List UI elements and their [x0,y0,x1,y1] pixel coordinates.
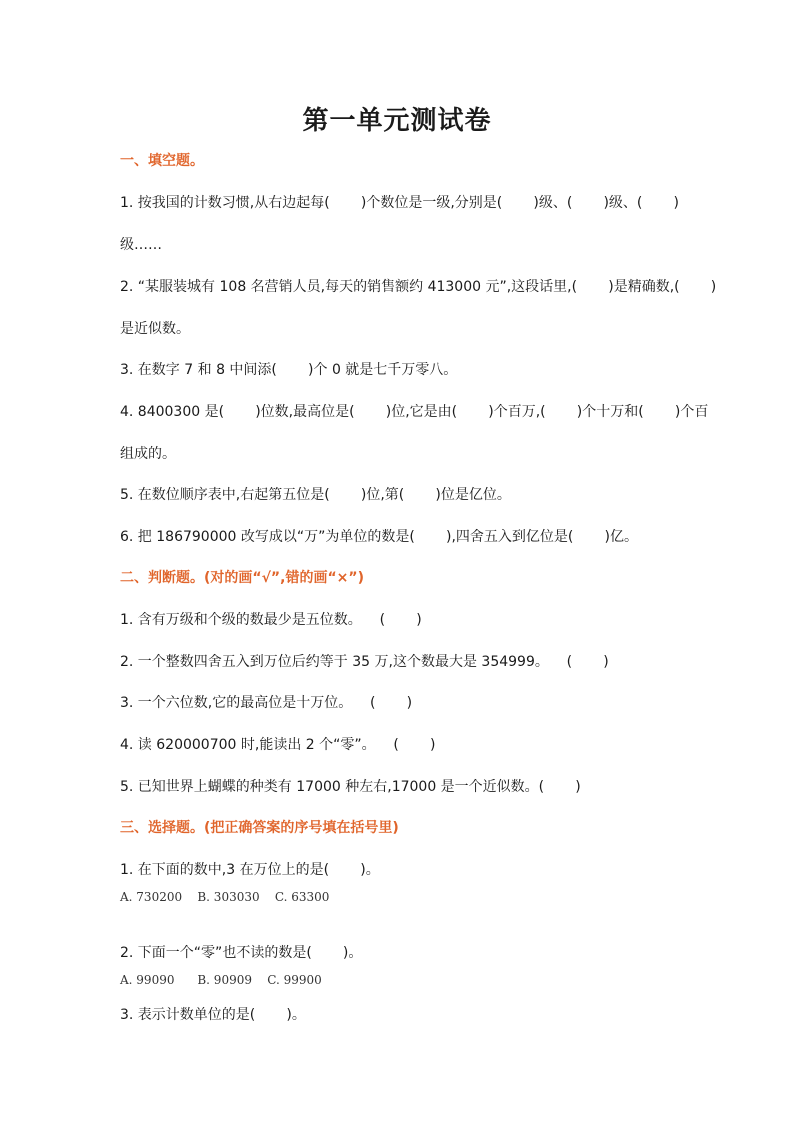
question-line: 5. 在数位顺序表中,右起第五位是( )位,第( )位是亿位。 [120,487,511,503]
section-heading-fill-blank: 一、填空题。 [120,153,204,169]
question-line: 2. 一个整数四舍五入到万位后约等于 35 万,这个数最大是 354999。 ( ) [120,654,609,670]
question-line: 6. 把 186790000 改写成以“万”为单位的数是( ),四舍五入到亿位是( )亿。 [120,529,638,545]
section-heading-multiple-choice: 三、选择题。(把正确答案的序号填在括号里) [120,820,399,836]
answer-options: A. 730200 B. 303030 C. 63300 [120,890,330,904]
question-line: 3. 一个六位数,它的最高位是十万位。 ( ) [120,695,413,711]
section-heading-true-false: 二、判断题。(对的画“√”,错的画“×”) [120,570,364,586]
question-line: 1. 按我国的计数习惯,从右边起每( )个数位是一级,分别是( )级、( )级、( ) [120,195,680,211]
question-line: 级…… [120,237,162,253]
question-line: 是近似数。 [120,321,190,337]
question-line: 组成的。 [120,446,176,462]
question-line: 2. 下面一个“零”也不读的数是( )。 [120,945,363,961]
page-title: 第一单元测试卷 [302,106,492,136]
question-line: 2. “某服装城有 108 名营销人员,每天的销售额约 413000 元”,这段话里,( )是精确数,( ) [120,279,717,295]
question-line: 5. 已知世界上蝴蝶的种类有 17000 种左右,17000 是一个近似数。( ) [120,779,581,795]
question-line: 1. 在下面的数中,3 在万位上的是( )。 [120,862,380,878]
question-line: 3. 在数字 7 和 8 中间添( )个 0 就是七千万零八。 [120,362,458,378]
question-line: 4. 8400300 是( )位数,最高位是( )位,它是由( )个百万,( )个十万和( )个百 [120,404,709,420]
question-line: 4. 读 620000700 时,能读出 2 个“零”。 ( ) [120,737,436,753]
answer-options: A. 99090 B. 90909 C. 99900 [120,973,322,987]
question-line: 1. 含有万级和个级的数最少是五位数。 ( ) [120,612,422,628]
question-line: 3. 表示计数单位的是( )。 [120,1007,306,1023]
